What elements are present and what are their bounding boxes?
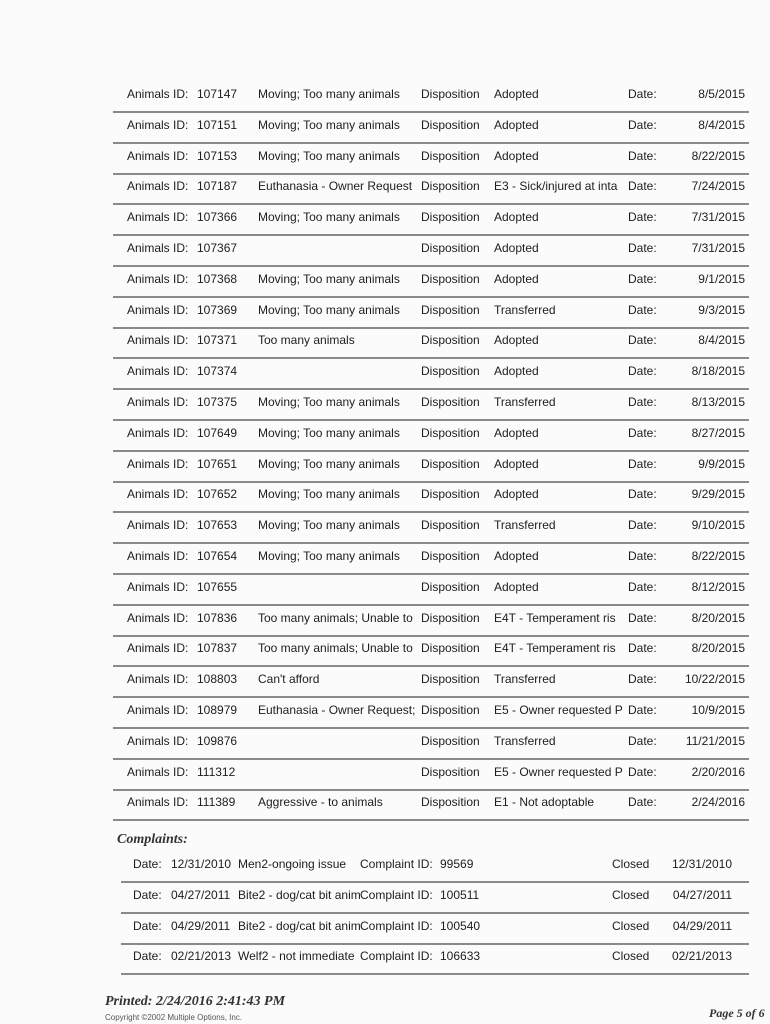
surrender-reason: Euthanasia - Owner Request (258, 179, 413, 194)
animal-id: 107368 (197, 271, 238, 286)
disposition-value: Adopted (494, 549, 539, 563)
animal-row (113, 203, 749, 236)
date-label: Date: (628, 610, 657, 625)
disposition-value: E5 - Owner requested P (494, 703, 623, 717)
complaint-closed-date: 12/31/2010 (671, 857, 732, 871)
animal-row (113, 727, 749, 760)
surrender-reason: Moving; Too many animals (258, 487, 400, 502)
animal-id: 108803 (197, 672, 238, 687)
disposition-label: Disposition (421, 610, 480, 625)
animal-id: 107374 (197, 364, 238, 379)
animal-row (113, 142, 749, 175)
date-label: Date: (628, 271, 657, 286)
disposition-label: Disposition (421, 395, 480, 409)
disposition-value: Adopted (494, 210, 539, 225)
animal-id-label: Animals ID: (127, 179, 189, 194)
date-label: Date: (628, 487, 657, 502)
animal-id: 107837 (197, 641, 238, 656)
disposition-date: 9/1/2015 (698, 271, 745, 286)
complaint-date-label: Date: (133, 949, 162, 964)
date-label: Date: (628, 241, 657, 255)
complaint-type: Men2-ongoing issue (238, 857, 347, 871)
animal-id-label: Animals ID: (127, 703, 189, 717)
disposition-date: 8/20/2015 (691, 610, 745, 625)
disposition-label: Disposition (421, 241, 480, 255)
disposition-label: Disposition (421, 549, 480, 563)
disposition-date: 7/31/2015 (691, 241, 745, 255)
complaint-row (121, 912, 749, 945)
disposition-date: 10/9/2015 (691, 703, 745, 717)
disposition-value: Adopted (494, 364, 539, 379)
surrender-reason: Moving; Too many animals (258, 395, 400, 409)
disposition-date: 8/20/2015 (691, 641, 745, 656)
complaint-date: 12/31/2010 (171, 857, 232, 871)
animal-id: 107375 (197, 395, 238, 409)
disposition-date: 7/24/2015 (691, 179, 745, 194)
date-label: Date: (628, 425, 657, 440)
animal-row (113, 634, 749, 667)
animal-id: 107187 (197, 179, 238, 194)
animal-id-label: Animals ID: (127, 302, 189, 317)
disposition-value: E5 - Owner requested P (494, 764, 623, 779)
disposition-value: Transferred (494, 733, 556, 748)
complaint-status: Closed (612, 857, 650, 871)
page-number: Page 5 of 6 (709, 1006, 765, 1020)
disposition-date: 9/29/2015 (691, 487, 745, 502)
disposition-date: 8/18/2015 (691, 364, 745, 379)
complaint-date: 04/27/2011 (171, 887, 231, 902)
disposition-date: 8/5/2015 (698, 87, 745, 101)
animal-row (113, 788, 749, 821)
animal-row (113, 480, 749, 513)
animal-id: 107153 (197, 148, 238, 163)
animal-row (113, 511, 749, 544)
complaint-type: Bite2 - dog/cat bit anim (238, 918, 361, 933)
animal-id: 107651 (197, 456, 238, 471)
animal-row (113, 234, 749, 267)
disposition-date: 9/3/2015 (698, 302, 745, 317)
animal-row (113, 604, 749, 637)
copyright-notice: Copyright ©2002 Multiple Options, Inc. (105, 1013, 243, 1022)
disposition-label: Disposition (421, 487, 480, 502)
animal-id: 107649 (197, 425, 238, 440)
animal-id-label: Animals ID: (127, 241, 189, 255)
disposition-label: Disposition (421, 795, 480, 810)
disposition-date: 7/31/2015 (691, 210, 745, 225)
date-label: Date: (628, 179, 657, 194)
complaint-date: 02/21/2013 (171, 949, 232, 964)
disposition-label: Disposition (421, 425, 480, 440)
complaint-closed-date: 04/27/2011 (672, 887, 732, 902)
disposition-date: 9/9/2015 (698, 456, 745, 471)
date-label: Date: (628, 210, 657, 225)
disposition-date: 8/22/2015 (691, 148, 745, 163)
complaints-heading: Complaints: (117, 832, 188, 847)
surrender-reason: Euthanasia - Owner Request; (258, 703, 416, 717)
animal-id-label: Animals ID: (127, 210, 189, 225)
disposition-label: Disposition (421, 87, 480, 101)
animal-row (113, 111, 749, 144)
disposition-value: E3 - Sick/injured at inta (494, 179, 618, 194)
animal-id-label: Animals ID: (127, 364, 189, 379)
complaint-id: 100540 (440, 918, 481, 933)
animal-id-label: Animals ID: (127, 333, 189, 348)
date-label: Date: (628, 87, 657, 101)
animal-id-label: Animals ID: (127, 425, 189, 440)
disposition-value: Adopted (494, 148, 539, 163)
disposition-label: Disposition (421, 210, 480, 225)
complaint-date-label: Date: (133, 918, 162, 933)
animal-row (113, 665, 749, 698)
date-label: Date: (628, 395, 657, 409)
disposition-date: 2/24/2016 (691, 795, 745, 810)
surrender-reason: Moving; Too many animals (258, 87, 400, 101)
animal-id-label: Animals ID: (127, 795, 189, 810)
date-label: Date: (628, 117, 657, 132)
date-label: Date: (628, 302, 657, 317)
surrender-reason: Moving; Too many animals (258, 425, 400, 440)
animal-row (113, 296, 749, 329)
animal-id-label: Animals ID: (127, 456, 189, 471)
complaint-id-label: Complaint ID: (360, 949, 433, 964)
complaint-status: Closed (612, 949, 650, 964)
disposition-date: 10/22/2015 (684, 672, 745, 687)
disposition-label: Disposition (421, 733, 480, 748)
disposition-date: 8/27/2015 (691, 425, 745, 440)
animal-id: 107655 (197, 579, 238, 594)
animal-id-label: Animals ID: (127, 549, 189, 563)
disposition-label: Disposition (421, 302, 480, 317)
complaint-id-label: Complaint ID: (360, 918, 433, 933)
date-label: Date: (628, 518, 657, 533)
date-label: Date: (628, 364, 657, 379)
surrender-reason: Moving; Too many animals (258, 148, 400, 163)
animal-row (113, 696, 749, 729)
disposition-label: Disposition (421, 764, 480, 779)
animal-id-label: Animals ID: (127, 641, 189, 656)
disposition-date: 8/13/2015 (691, 395, 745, 409)
complaint-row (121, 942, 749, 975)
animal-row (113, 419, 749, 452)
surrender-reason: Too many animals (258, 333, 355, 348)
date-label: Date: (628, 549, 657, 563)
animal-id: 107654 (197, 549, 238, 563)
animal-id: 107147 (197, 87, 238, 101)
animal-id: 107653 (197, 518, 238, 533)
disposition-date: 11/21/2015 (685, 733, 745, 748)
date-label: Date: (628, 579, 657, 594)
printed-timestamp: Printed: 2/24/2016 2:41:43 PM (105, 994, 286, 1009)
disposition-value: Transferred (494, 395, 556, 409)
complaint-id: 106633 (440, 949, 481, 964)
animal-id-label: Animals ID: (127, 672, 189, 687)
animal-row (113, 573, 749, 606)
disposition-label: Disposition (421, 641, 480, 656)
surrender-reason: Too many animals; Unable to (258, 610, 413, 625)
surrender-reason: Moving; Too many animals (258, 549, 400, 563)
animal-row (113, 388, 749, 421)
complaint-date: 04/29/2011 (171, 918, 231, 933)
complaint-row (121, 850, 749, 883)
animal-id-label: Animals ID: (127, 764, 189, 779)
surrender-reason: Moving; Too many animals (258, 456, 400, 471)
animal-id: 107151 (197, 117, 238, 132)
animal-id: 111312 (197, 764, 236, 779)
disposition-label: Disposition (421, 148, 480, 163)
animal-id: 108979 (197, 703, 238, 717)
disposition-value: E1 - Not adoptable (494, 795, 595, 810)
complaint-id-label: Complaint ID: (360, 887, 433, 902)
date-label: Date: (628, 703, 657, 717)
complaint-date-label: Date: (133, 887, 162, 902)
animal-row (113, 172, 749, 205)
animal-row (113, 265, 749, 298)
complaint-status: Closed (612, 918, 650, 933)
surrender-reason: Moving; Too many animals (258, 210, 400, 225)
date-label: Date: (628, 795, 657, 810)
disposition-date: 9/10/2015 (691, 518, 745, 533)
surrender-reason: Moving; Too many animals (258, 271, 400, 286)
disposition-value: Adopted (494, 456, 539, 471)
disposition-value: Adopted (494, 117, 539, 132)
disposition-label: Disposition (421, 364, 480, 379)
complaint-type: Bite2 - dog/cat bit anim (238, 887, 361, 902)
disposition-value: Adopted (494, 271, 539, 286)
date-label: Date: (628, 672, 657, 687)
animal-row (113, 80, 749, 113)
complaint-type: Welf2 - not immediate (238, 949, 355, 964)
animal-id-label: Animals ID: (127, 518, 189, 533)
disposition-date: 2/20/2016 (691, 764, 745, 779)
disposition-label: Disposition (421, 672, 480, 687)
complaint-closed-date: 02/21/2013 (671, 949, 732, 964)
animal-id: 107366 (197, 210, 238, 225)
date-label: Date: (628, 456, 657, 471)
surrender-reason: Can't afford (258, 672, 320, 687)
date-label: Date: (628, 333, 657, 348)
surrender-reason: Moving; Too many animals (258, 117, 400, 132)
surrender-reason: Moving; Too many animals (258, 518, 400, 533)
animal-id-label: Animals ID: (127, 610, 189, 625)
disposition-label: Disposition (421, 271, 480, 286)
disposition-value: Adopted (494, 425, 539, 440)
disposition-value: Adopted (494, 333, 539, 348)
disposition-date: 8/4/2015 (698, 117, 745, 132)
complaint-id-label: Complaint ID: (360, 857, 433, 871)
animal-id-label: Animals ID: (127, 395, 189, 409)
animal-row (113, 542, 749, 575)
animal-id-label: Animals ID: (127, 87, 189, 101)
disposition-date: 8/12/2015 (691, 579, 745, 594)
animal-row (113, 450, 749, 483)
disposition-value: E4T - Temperament ris (494, 610, 616, 625)
animal-id-label: Animals ID: (127, 487, 189, 502)
animal-row (113, 326, 749, 359)
animal-row (113, 357, 749, 390)
surrender-reason: Moving; Too many animals (258, 302, 400, 317)
complaint-date-label: Date: (133, 857, 162, 871)
disposition-value: Transferred (494, 302, 556, 317)
complaint-row (121, 881, 749, 914)
disposition-label: Disposition (421, 703, 480, 717)
animal-id: 107836 (197, 610, 238, 625)
date-label: Date: (628, 764, 657, 779)
animal-id: 107652 (197, 487, 238, 502)
disposition-label: Disposition (421, 117, 480, 132)
complaint-id: 99569 (440, 857, 474, 871)
complaint-closed-date: 04/29/2011 (672, 918, 732, 933)
animal-id-label: Animals ID: (127, 271, 189, 286)
disposition-value: Adopted (494, 241, 539, 255)
animal-id-label: Animals ID: (127, 579, 189, 594)
animal-row (113, 758, 749, 791)
surrender-reason: Too many animals; Unable to (258, 641, 413, 656)
animal-id-label: Animals ID: (127, 733, 189, 748)
disposition-value: Transferred (494, 518, 556, 533)
animal-id-label: Animals ID: (127, 148, 189, 163)
date-label: Date: (628, 733, 657, 748)
animal-id: 111389 (197, 795, 236, 810)
disposition-label: Disposition (421, 518, 480, 533)
disposition-value: Adopted (494, 579, 539, 594)
date-label: Date: (628, 641, 657, 656)
animal-id: 107367 (197, 241, 238, 255)
disposition-label: Disposition (421, 456, 480, 471)
disposition-date: 8/4/2015 (698, 333, 745, 348)
disposition-value: Transferred (494, 672, 556, 687)
disposition-value: E4T - Temperament ris (494, 641, 616, 656)
animal-id: 109876 (197, 733, 238, 748)
complaint-status: Closed (612, 887, 650, 902)
disposition-label: Disposition (421, 579, 480, 594)
date-label: Date: (628, 148, 657, 163)
surrender-reason: Aggressive - to animals (258, 795, 383, 810)
complaint-id: 100511 (440, 887, 480, 902)
disposition-date: 8/22/2015 (691, 549, 745, 563)
disposition-value: Adopted (494, 87, 539, 101)
animal-id-label: Animals ID: (127, 117, 189, 132)
animal-id: 107369 (197, 302, 238, 317)
animal-id: 107371 (197, 333, 238, 348)
disposition-label: Disposition (421, 333, 480, 348)
disposition-value: Adopted (494, 487, 539, 502)
disposition-label: Disposition (421, 179, 480, 194)
